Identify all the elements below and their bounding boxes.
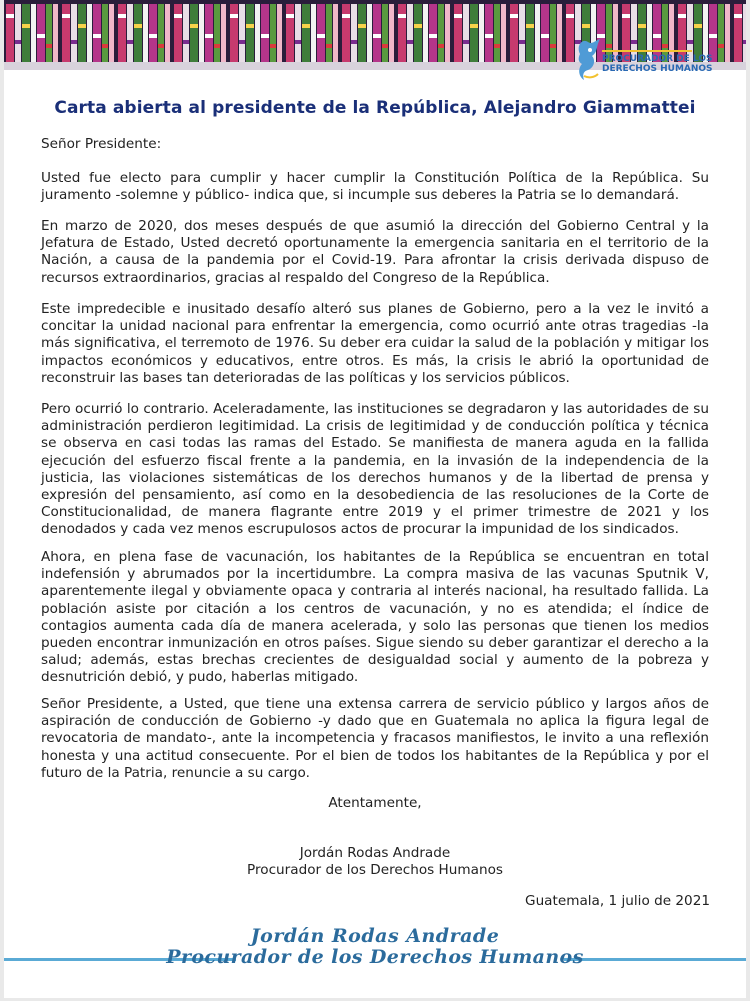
paragraph-3: Este impredecible e inusitado desafío alteró sus planes de Gobierno, pero a la vez le invitó a concitar la unidad nacional para enfrentar la emergencia, como ocurrió ante otras tragedias -la más significativa, el terremoto de 1976. Su deber era cuidar la salud de la población y mitigar los impactos económicos y educativos, entre otros. Es más, la crisis le abrió la oportunidad de reconstruir las bases tan deterioradas de las políticas y los servicios públicos. [41,301,709,386]
logo-line-2: DERECHOS HUMANOS [602,64,713,74]
closing: Atentamente, [328,795,422,811]
paragraph-1: Usted fue electo para cumplir y hacer cumplir la Constitución Política de la República. Su juramento -solemne y público- indica que, si incumple sus deberes la Patria se lo demandará. [41,170,709,204]
letter-date: Guatemala, 1 julio de 2021 [525,893,710,909]
paragraph-4: Pero ocurrió lo contrario. Aceleradamente, las instituciones se degradaron y las autoridades de su administración perdieron legitimidad. La crisis de legitimidad y de conducción política y técnica se observa en casi todas las ramas del Estado. Se manifiesta de manera aguda en la fallida ejecución del esfuerzo fiscal frente a la pandemia, en la invasión de la independencia de la justicia, las violaciones sistemáticas de los derechos humanos y de la libertad de prensa y expresión del pensamiento, así como en la desobediencia de las resoluciones de la Corte de Constitucionalidad, de manera flagrante entre 2019 y el primer trimestre de 2021 y los denodados y cada vez menos escrupulosos actos de procurar la impunidad de los sindicados. [41,401,709,538]
logo-line-1: PROCURADOR DE LOS [602,54,713,64]
paragraph-6: Señor Presidente, a Usted, que tiene una extensa carrera de servicio público y largos años de aspiración de conducción de Gobierno -y dado que en Guatemala no aplica la figura legal de revocatoria de mandato-, ante la incompetencia y fracasos manifiestos, le invito a una reflexión honesta y una actitud consecuente. Por el bien de todos los habitantes de la República y por el futuro de la Patria, renuncie a su cargo. [41,696,709,781]
salutation: Señor Presidente: [41,136,162,152]
logo-accent-line [602,50,692,52]
signer-name: Jordán Rodas Andrade [299,845,451,861]
pdh-dove-icon [574,36,604,84]
signature-role: Procurador de los Derechos Humanos [166,946,584,968]
paragraph-2: En marzo de 2020, dos meses después de que asumió la dirección del Gobierno Central y la Jefatura de Estado, Usted decretó oportunamente la emergencia sanitaria en el territorio de la Nación, a causa de la pandemia por el Covid-19. Para afrontar la crisis derivada dispuso de recursos extraordinarios, gracias al respaldo del Congreso de la República. [41,218,709,286]
paragraph-5: Ahora, en plena fase de vacunación, los habitantes de la República se encuentran en total indefensión y abrumados por la incertidumbre. La compra masiva de las vacunas Sputnik V, aparentemente ilegal y obviamente opaca y contraria al interés nacional, ha resultado fallida. La población asiste por citación a los centros de vacunación, y no es atendida; el índice de contagios aumenta cada día de manera acelerada, y solo las personas que tienen los medios pueden encontrar inmunización en otros países. Sigue siendo su deber garantizar el derecho a la salud; además, estas brechas crecientes de desigualdad social y aumento de la pobreza y desnutrición debió, y pudo, haberlas mitigado. [41,549,709,686]
pdh-logo-text [602,54,713,74]
signature-name: Jordán Rodas Andrade [250,925,500,947]
letter-title: Carta abierta al presidente de la República, Alejandro Giammattei [54,98,696,118]
letter-page [4,0,746,998]
pdh-logo [574,36,724,86]
signer-role: Procurador de los Derechos Humanos [247,862,503,878]
